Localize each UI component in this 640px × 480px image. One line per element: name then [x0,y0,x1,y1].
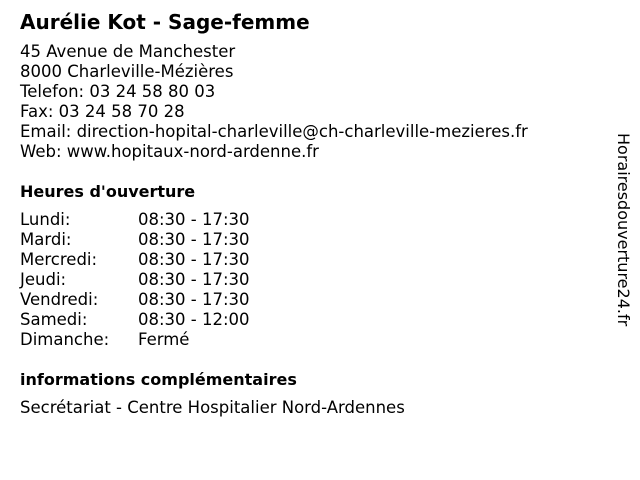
day-label: Mardi: [20,230,72,249]
day-label: Jeudi: [20,270,67,289]
website-address: Web: www.hopitaux-nord-ardenne.fr [20,142,319,161]
fax-number: Fax: 03 24 58 70 28 [20,102,185,121]
hours-row [20,230,250,250]
time-value: Fermé [138,330,190,349]
address-street: 45 Avenue de Manchester [20,42,236,61]
day-label: Mercredi: [20,250,98,269]
phone-number: Telefon: 03 24 58 80 03 [20,82,216,101]
opening-hours-heading: Heures d'ouverture [20,182,196,201]
time-value: 08:30 - 12:00 [138,310,250,329]
opening-hours-table [20,210,250,350]
day-label: Lundi: [20,210,71,229]
hours-row [20,290,250,310]
time-value: 08:30 - 17:30 [138,270,250,289]
time-value: 08:30 - 17:30 [138,210,250,229]
time-value: 08:30 - 17:30 [138,290,250,309]
day-label: Vendredi: [20,290,99,309]
hours-row [20,210,250,230]
hours-row [20,250,250,270]
hours-row [20,310,250,330]
time-value: 08:30 - 17:30 [138,230,250,249]
email-address: Email: direction-hopital-charleville@ch-charleville-mezieres.fr [20,122,528,141]
address-city: 8000 Charleville-Mézières [20,62,234,81]
page-title: Aurélie Kot - Sage-femme [20,10,310,34]
site-watermark: Horairesdouverture24.fr [614,133,633,327]
additional-info-heading: informations complémentaires [20,370,297,389]
additional-info-text: Secrétariat - Centre Hospitalier Nord-Ardennes [20,398,405,417]
hours-row [20,270,250,290]
day-label: Samedi: [20,310,88,329]
contact-block [20,42,600,162]
listing-card [20,10,600,418]
day-label: Dimanche: [20,330,110,349]
hours-row [20,330,250,350]
time-value: 08:30 - 17:30 [138,250,250,269]
